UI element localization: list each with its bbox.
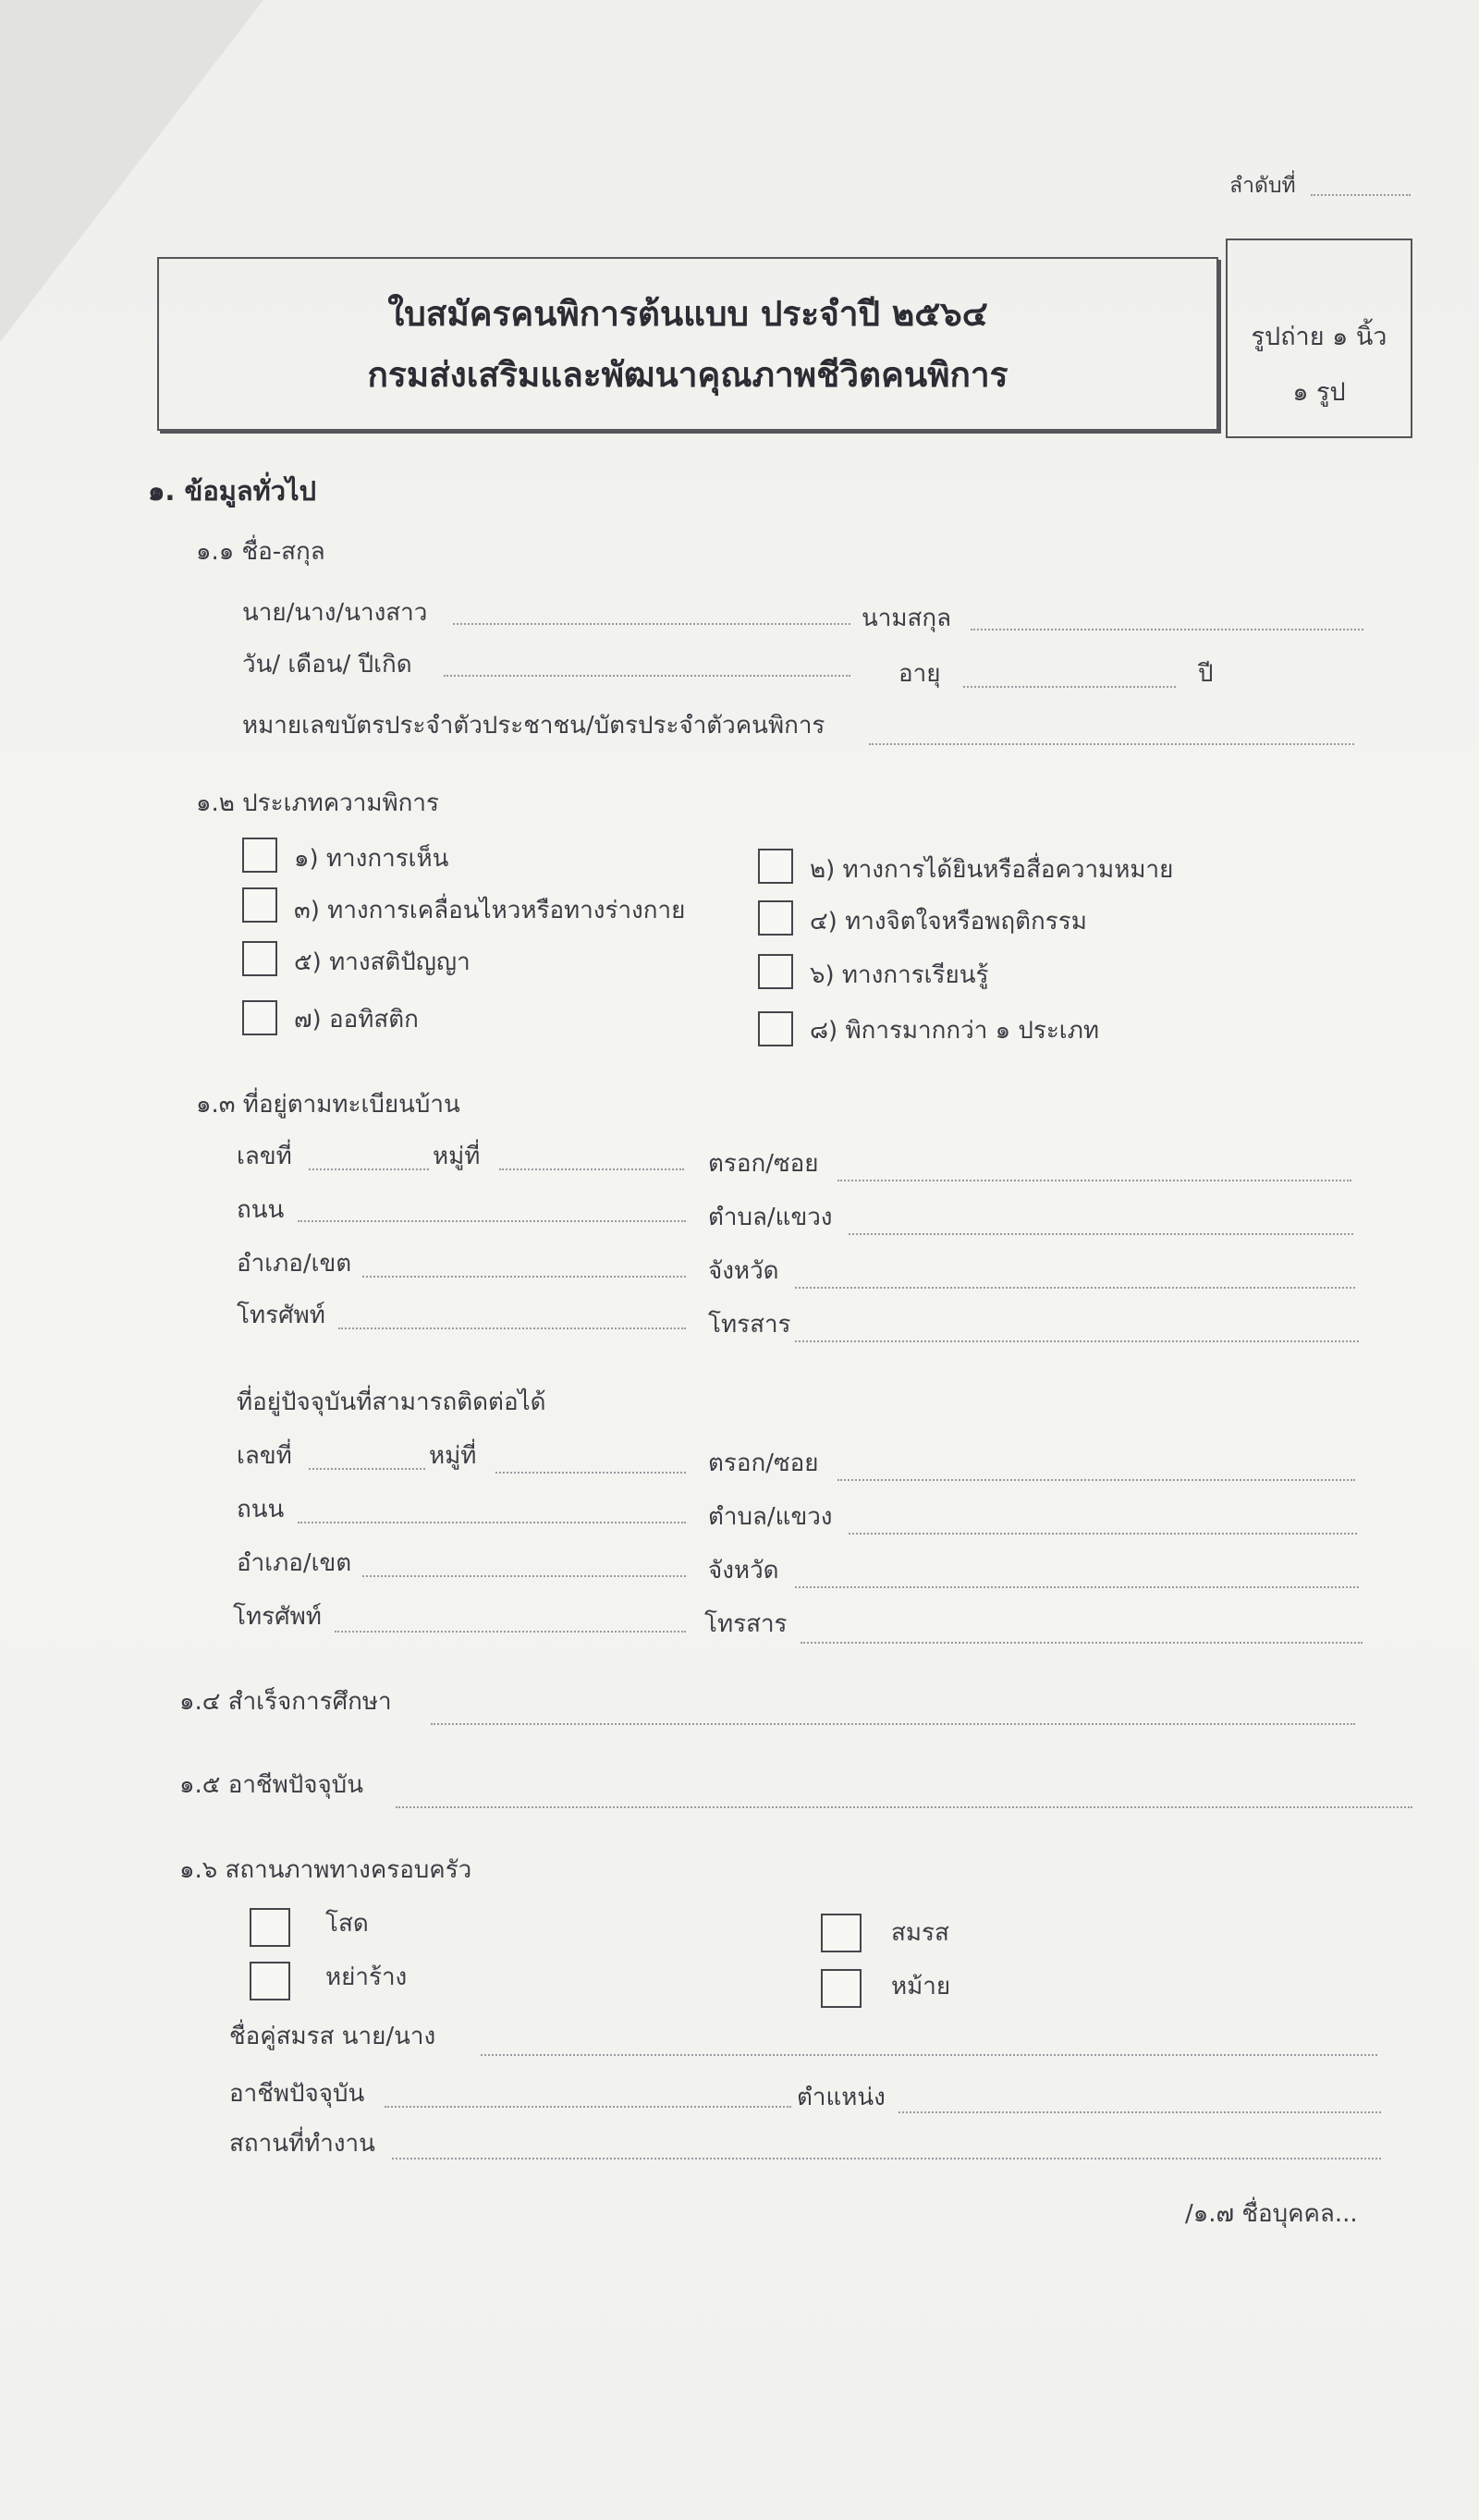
- occupation-field[interactable]: [396, 1806, 1412, 1808]
- s1-6-label: ๑.๖ สถานภาพทางครอบครัว: [179, 1856, 472, 1884]
- phone-field[interactable]: [338, 1327, 686, 1329]
- cur-house-no-label: เลขที่: [237, 1442, 292, 1470]
- cur-soi-label: ตรอก/ซอย: [708, 1450, 819, 1477]
- soi-field[interactable]: [837, 1180, 1351, 1181]
- order-no-field[interactable]: [1311, 194, 1411, 196]
- checkbox-hearing[interactable]: [758, 849, 793, 884]
- s1-2-label: ๑.๒ ประเภทความพิการ: [196, 789, 439, 817]
- title-box: [157, 257, 1218, 431]
- surname-field[interactable]: [971, 629, 1363, 630]
- fax-label: โทรสาร: [708, 1311, 791, 1339]
- workplace-label: สถานที่ทำงาน: [229, 2130, 375, 2158]
- photo-box: [1226, 239, 1412, 438]
- option-hearing: ๒) ทางการได้ยินหรือสื่อความหมาย: [810, 856, 1174, 884]
- cur-fax-label: โทรสาร: [704, 1610, 788, 1638]
- cur-subdistrict-field[interactable]: [849, 1533, 1357, 1535]
- cur-province-field[interactable]: [795, 1586, 1359, 1588]
- single-label: โสด: [325, 1910, 369, 1938]
- photo-count-label: ๑ รูป: [1292, 378, 1346, 407]
- option-physical: ๓) ทางการเคลื่อนไหวหรือทางร่างกาย: [294, 897, 686, 924]
- house-no-field[interactable]: [309, 1168, 429, 1170]
- spouse-name-label: ชื่อคู่สมรส นาย/นาง: [229, 2023, 436, 2050]
- department-title: กรมส่งเสริมและพัฒนาคุณภาพชีวิตคนพิการ: [367, 355, 1008, 395]
- s1-1-label: ๑.๑ ชื่อ-สกุล: [196, 538, 325, 566]
- position-label: ตำแหน่ง: [797, 2084, 886, 2111]
- cur-moo-field[interactable]: [495, 1472, 686, 1474]
- road-field[interactable]: [298, 1220, 686, 1222]
- spouse-occupation-label: อาชีพปัจจุบัน: [229, 2080, 365, 2108]
- cur-road-label: ถนน: [237, 1496, 285, 1523]
- option-mental: ๔) ทางจิตใจหรือพฤติกรรม: [810, 908, 1087, 936]
- soi-label: ตรอก/ซอย: [708, 1150, 819, 1178]
- cur-district-label: อำเภอ/เขต: [237, 1549, 352, 1577]
- moo-label: หมู่ที่: [433, 1143, 481, 1170]
- district-field[interactable]: [362, 1276, 686, 1278]
- order-no-label: ลำดับที่: [1229, 174, 1296, 198]
- title-prefix-label: นาย/นาง/นางสาว: [242, 599, 428, 627]
- cur-soi-field[interactable]: [837, 1479, 1355, 1481]
- option-intellectual: ๕) ทางสติปัญญา: [294, 948, 471, 976]
- option-visual: ๑) ทางการเห็น: [294, 845, 449, 873]
- dob-label: วัน/ เดือน/ ปีเกิด: [242, 651, 412, 679]
- checkbox-married[interactable]: [821, 1914, 862, 1952]
- cur-district-field[interactable]: [362, 1575, 686, 1577]
- option-learning: ๖) ทางการเรียนรู้: [810, 961, 989, 989]
- divorced-label: หย่าร้าง: [325, 1963, 408, 1991]
- id-card-field[interactable]: [869, 743, 1354, 745]
- house-no-label: เลขที่: [237, 1143, 292, 1170]
- cur-phone-field[interactable]: [335, 1631, 686, 1633]
- section-heading: ๑. ข้อมูลทั่วไป: [148, 475, 317, 507]
- checkbox-physical[interactable]: [242, 887, 277, 923]
- id-card-label: หมายเลขบัตรประจำตัวประชาชน/บัตรประจำตัวคนพิการ: [242, 712, 825, 740]
- years-label: ปี: [1198, 660, 1214, 688]
- district-label: อำเภอ/เขต: [237, 1250, 352, 1278]
- position-field[interactable]: [898, 2111, 1381, 2113]
- moo-field[interactable]: [499, 1168, 684, 1170]
- road-label: ถนน: [237, 1196, 285, 1224]
- s1-3-label: ๑.๓ ที่อยู่ตามทะเบียนบ้าน: [196, 1091, 460, 1119]
- dob-field[interactable]: [444, 675, 850, 677]
- fax-field[interactable]: [795, 1340, 1359, 1342]
- province-label: จังหวัด: [708, 1257, 779, 1285]
- s1-4-label: ๑.๔ สำเร็จการศึกษา: [179, 1688, 392, 1716]
- age-field[interactable]: [963, 686, 1176, 688]
- spouse-occupation-field[interactable]: [385, 2106, 791, 2108]
- s1-5-label: ๑.๕ อาชีพปัจจุบัน: [179, 1771, 363, 1799]
- widowed-label: หม้าย: [891, 1973, 951, 2000]
- workplace-field[interactable]: [392, 2158, 1381, 2159]
- cur-road-field[interactable]: [298, 1522, 686, 1523]
- surname-label: นามสกุล: [862, 605, 952, 632]
- cur-house-no-field[interactable]: [309, 1468, 425, 1470]
- cur-moo-label: หมู่ที่: [429, 1442, 477, 1470]
- subdistrict-field[interactable]: [849, 1233, 1353, 1235]
- checkbox-intellectual[interactable]: [242, 941, 277, 976]
- cur-province-label: จังหวัด: [708, 1557, 779, 1584]
- option-autism: ๗) ออทิสติก: [294, 1006, 419, 1034]
- cur-fax-field[interactable]: [801, 1642, 1363, 1644]
- cur-subdistrict-label: ตำบล/แขวง: [708, 1503, 833, 1531]
- photo-size-label: รูปถ่าย ๑ นิ้ว: [1251, 323, 1387, 351]
- option-multiple: ๘) พิการมากกว่า ๑ ประเภท: [810, 1017, 1099, 1045]
- province-field[interactable]: [795, 1287, 1355, 1289]
- age-label: อายุ: [898, 660, 941, 688]
- checkbox-visual[interactable]: [242, 838, 277, 873]
- checkbox-mental[interactable]: [758, 900, 793, 936]
- checkbox-divorced[interactable]: [250, 1962, 290, 2000]
- spouse-name-field[interactable]: [481, 2054, 1377, 2056]
- name-field[interactable]: [453, 623, 850, 625]
- current-address-label: ที่อยู่ปัจจุบันที่สามารถติดต่อได้: [237, 1388, 546, 1416]
- checkbox-learning[interactable]: [758, 954, 793, 989]
- checkbox-single[interactable]: [250, 1908, 290, 1947]
- checkbox-multiple[interactable]: [758, 1011, 793, 1046]
- subdistrict-label: ตำบล/แขวง: [708, 1204, 833, 1231]
- checkbox-autism[interactable]: [242, 1000, 277, 1035]
- phone-label: โทรศัพท์: [237, 1302, 325, 1329]
- married-label: สมรส: [891, 1919, 949, 1947]
- checkbox-widowed[interactable]: [821, 1969, 862, 2008]
- next-page-note: /๑.๗ ชื่อบุคคล...: [1185, 2200, 1358, 2228]
- form-title: ใบสมัครคนพิการต้นแบบ ประจำปี ๒๕๖๔: [387, 294, 988, 334]
- education-field[interactable]: [431, 1723, 1355, 1725]
- cur-phone-label: โทรศัพท์: [233, 1603, 322, 1631]
